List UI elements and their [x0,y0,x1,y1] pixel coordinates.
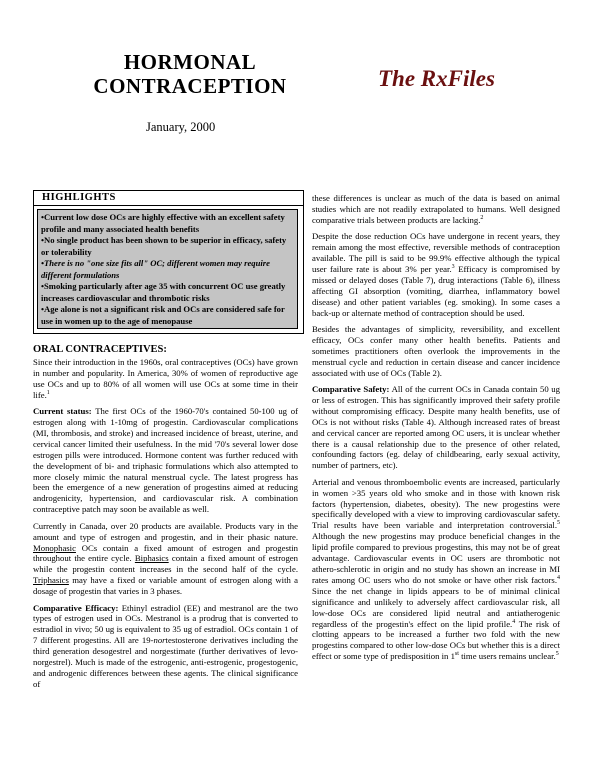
highlight-item: •No single product has been shown to be superior in efficacy, safety or tolerability [41,235,287,257]
brand-logo: The RxFiles [378,66,495,91]
intro-paragraph: Since their introduction in the 1960s, oral contraceptives (OCs) have grown in number and popularity. In America, 30% of women of reproductive age use OCs and up to 80% of all women will use OCs at some time in their life.$^1$ [33,357,298,400]
highlight-item: •Age alone is not a significant risk and OCs are considered safe for use in women up to the age of menopause [41,304,285,326]
page-title: HORMONAL CONTRACEPTION [93,50,287,98]
paragraph: Besides the advantages of simplicity, reversibility, and excellent efficacy, OCs confer many other health benefits. Patients and sometimes practitioners often overlook the improvements in the menstrual cycle and reduction in certain disease and cancer incidence associated with use of OCs (Table 2). [312,323,560,378]
section-title: ORAL CONTRACEPTIVES: [33,344,167,355]
paragraph: these differences is unclear as much of the data is based on animal studies which are not readily extrapolated to humans. Well designed comparative trials between products are lacking.$^2$ [312,193,560,225]
highlights-box [33,190,304,334]
highlight-item: •Smoking particularly after age 35 with concurrent OC use greatly increases cardiovascular and thrombotic risks [41,281,286,303]
efficacy-paragraph: Comparative Efficacy: Ethinyl estradiol (EE) and mestranol are the two types of estrogen used in OCs. Mestranol is a prodrug that is converted to estradiol in vivo; 50 ug is equivalent to 35 ug of estradiol. OCs contain 1 of 7 different progestins. All are 19-nortestosterone derivatives including the third generation desogestrel and norgestimate (further derivatives of levo-norgestrel). Much is made of the estrogenic, anti-estrogenic, progestogenic, and androgenic differences between these agents. The clinical significance of [33,602,298,689]
highlights-heading: HIGHLIGHTS [34,191,303,206]
phasic-paragraph: Currently in Canada, over 20 products are available. Products vary in the amount and type of estrogen and progestin, and in their phasic nature. Monophasic OCs contain a fixed amount of estrogen and progestin throughout the entire cycle. Biphasics contain a fixed amount of estrogen while the progestin content increases in the second half of the cycle. Triphasics may have a fixed or variable amount of estrogen along with a dosage of progestin that varies in 3 phases. [33,520,299,597]
left-column [33,344,298,695]
safety-heading: Comparative Safety: [312,384,390,394]
current-status-heading: Current status: [33,406,92,417]
paragraph: Despite the dose reduction OCs have undergone in recent years, they remain among the most effective, reversible methods of contraception available. The pill is said to be 99.9% effective although the typical user failure rate is about 3% per year.$^3$ Efficacy is compromised by missed or delayed doses (Table 7), drug interactions (Table 6), illness affecting GI absorption (vomiting, diarrhea, inflammatory bowel disease) and other patient variables (eg. smoking). In some cases a back-up or alternate method of contraception should be used. [312,231,561,318]
highlight-item: •There is no "one size fits all" OC; different women may require different formulations [41,258,270,280]
publication-date: January, 2000 [146,120,216,134]
highlights-list [37,209,298,329]
thrombo-paragraph: Arterial and venous thromboembolic events are increased, particularly in women >35 years old who smoke and in those with known risk factors (hypertension, diabetes, obesity). The new progestins were specifically developed with a view to improving cardiovascular safety. Trial results have been variable and interpretation controversial.$^5$ Although the new progestins may produce beneficial changes in the lipid profile compared to previous progestins, this may not be of great advantage. Cardiovascular events in OC users are thrombotic not athero-schlerotic in origin and no study has shown an increase in MI rates among OC users who do not smoke or have other risk factors.$^4$ Since the net change in lipids appears to be of minimal clinical significance and unlikely to adversely affect cardiovascular risk, all low-dose OCs are considered lipid neutral and antiatherogenic regardless of the progestin's effect on the lipid profile.$^4$ The risk of clotting appears to be increased a further two fold with the new progestins compared to other low-dose OCs but whether this is a direct effect or some type of predisposition in 1st time users remains unclear.$^5$ [312,476,561,662]
highlight-item: •Current low dose OCs are highly effective with an excellent safety profile and many associated health benefits [41,212,285,234]
current-status-paragraph: Current status: The first OCs of the 1960-70's contained 50-100 ug of estrogen along with 1-10mg of progestin. Cardiovascular complications (MI, thrombosis, and stroke) and increased incidence of breast, uterine, and cervical cancer limited their usefulness. In the mid '70's several lower dose estrogen pills were introduced. Hormone content was further reduced with the development of bi- and triphasic formulations which also attempted to more closely mimic the natural menstrual cycle. The latest progress has been the emergence of a new generation of progestins aimed at reducing androgenicity, hypertension, and cardiovascular risk. A combination contraceptive patch may soon be available as well. [33,406,299,515]
safety-paragraph: Comparative Safety: All of the current OCs in Canada contain 50 ug or less of estrogen. This has significantly improved their safety profile without compromising efficacy. Despite many health benefits, use of OCs is not without risks (Table 4). Although increased rates of breast and cervical cancer are reported among OC users, it is unclear whether there is a causal relationship due to the presence of other related, confounding factors (eg. delay of childbearing, early sexual activity, number of partners, etc). [312,384,560,471]
efficacy-heading: Comparative Efficacy: [33,602,119,613]
right-column [312,193,560,668]
